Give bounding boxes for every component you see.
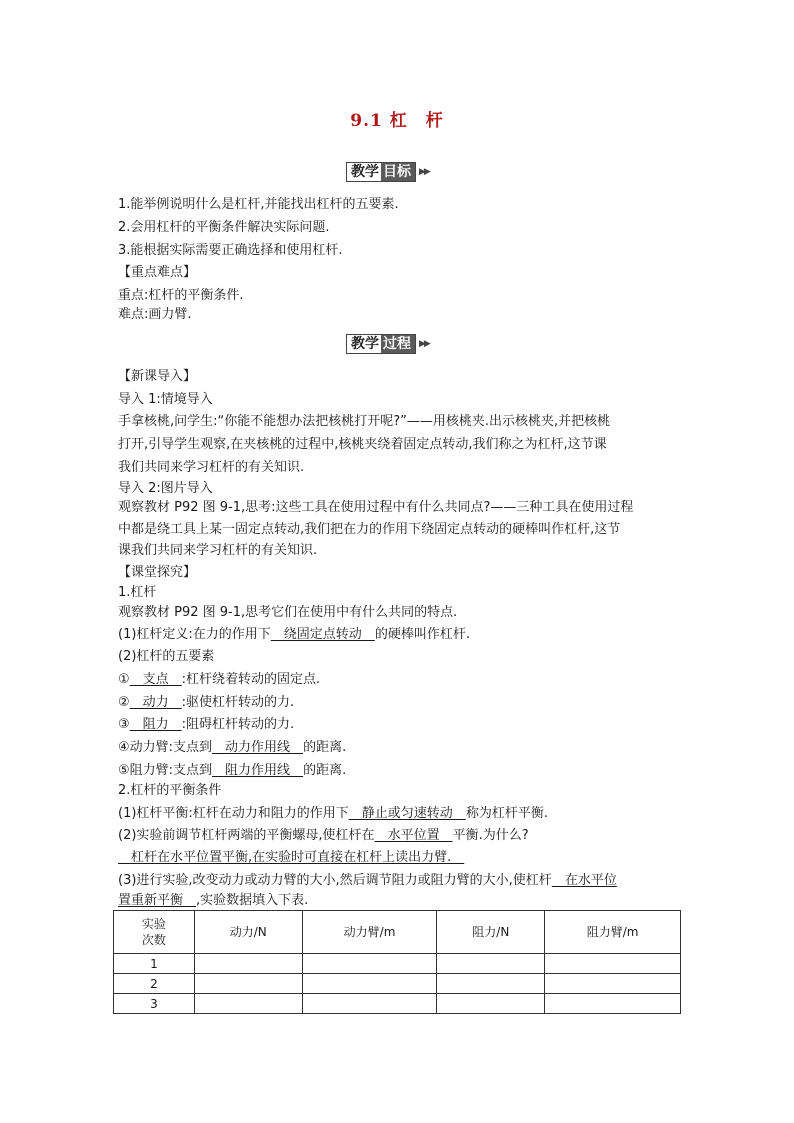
answer-blank: 在水平位: [551, 873, 617, 888]
section-1-title: 1.杠杆: [118, 585, 157, 600]
header-line-1: 实验: [141, 917, 166, 931]
intro2-paragraph-line: 观察教材 P92 图 9-1,思考:这些工具在使用过程中有什么共同点?——三种工具在使用过程: [118, 500, 634, 515]
answer-blank: 动力: [129, 695, 182, 710]
trial-number-cell: 2: [114, 974, 195, 994]
header-resistance: 阻力/N: [437, 911, 545, 954]
section-1-paragraph: 观察教材 P92 图 9-1,思考它们在使用中有什么共同的特点.: [118, 605, 458, 620]
answer-blank: 杠杆在水平位置平衡,在实验时可直接在杠杆上读出力臂.: [118, 850, 465, 865]
answer-blank: 置重新平衡: [118, 893, 197, 908]
balance-adjust-answer: [118, 850, 464, 866]
data-cell[interactable]: [194, 974, 302, 994]
intro1-paragraph-line: 我们共同来学习杠杆的有关知识.: [118, 460, 305, 475]
intro1-paragraph-line: 手拿核桃,问学生:“你能不能想办法把核桃打开呢?”——用核桃夹.出示核桃夹,并把核桃: [118, 414, 611, 429]
balance-definition: [118, 806, 548, 822]
five-elements-title: (2)杠杆的五要素: [118, 649, 215, 664]
data-cell[interactable]: [194, 954, 302, 974]
intro1-paragraph-line: 打开,引导学生观察,在夹核桃的过程中,核桃夹绕着固定点转动,我们称之为杠杆,这节课: [118, 437, 607, 452]
badge-part-b: 目标: [381, 163, 415, 181]
difficulty-point: 难点:画力臂.: [118, 307, 192, 322]
experiment-step-cont: [118, 893, 308, 909]
text: :杠杆绕着转动的固定点.: [181, 672, 321, 687]
badge-part-a: 教学: [347, 163, 381, 181]
table-row: [114, 994, 681, 1014]
answer-blank: 阻力: [129, 717, 182, 732]
data-cell[interactable]: [302, 974, 437, 994]
badge-part-b: 过程: [381, 335, 415, 353]
data-cell[interactable]: [545, 974, 681, 994]
goal-1: 1.能举例说明什么是杠杆,并能找出杠杆的五要素.: [118, 197, 399, 212]
element-resistance: [118, 717, 294, 733]
text: (2)实验前调节杠杆两端的平衡螺母,使杠杆在: [118, 828, 375, 843]
data-cell[interactable]: [437, 954, 545, 974]
table-header-row: [114, 911, 681, 954]
element-resistance-arm: [118, 763, 346, 779]
data-cell[interactable]: [194, 994, 302, 1014]
lever-definition: [118, 627, 470, 643]
intro2-title: 导入 2:图片导入: [118, 481, 213, 496]
trial-number-cell: 3: [114, 994, 195, 1014]
answer-blank: 动力作用线: [212, 740, 304, 755]
explore-heading: 【课堂探究】: [118, 565, 197, 580]
text: 平衡.为什么?: [452, 828, 529, 843]
text: (1)杠杆平衡:杠杆在动力和阻力的作用下: [118, 806, 349, 821]
data-cell[interactable]: [545, 994, 681, 1014]
text: ②: [118, 695, 130, 710]
double-arrow-icon: ▶▶: [419, 339, 429, 349]
text: 称为杠杆平衡.: [465, 806, 548, 821]
badge-box: [346, 162, 416, 182]
text: :阻碍杠杆转动的力.: [181, 717, 295, 732]
intro2-paragraph-line: 课我们共同来学习杠杆的有关知识.: [118, 543, 318, 558]
intro2-paragraph-line: 中都是绕工具上某一固定点转动,我们把在力的作用下绕固定点转动的硬棒叫作杠杆,这节: [118, 522, 621, 537]
data-cell[interactable]: [545, 954, 681, 974]
section-2-title: 2.杠杆的平衡条件: [118, 783, 222, 798]
double-arrow-icon: ▶▶: [419, 167, 429, 177]
key-difficulty-heading: 【重点难点】: [118, 265, 197, 280]
experiment-data-table: [113, 910, 681, 1014]
table-row: [114, 974, 681, 994]
answer-blank: 阻力作用线: [212, 763, 304, 778]
text: 的硬棒叫作杠杆.: [374, 627, 470, 642]
intro1-title: 导入 1:情境导入: [118, 392, 213, 407]
data-cell[interactable]: [302, 994, 437, 1014]
table-row: [114, 954, 681, 974]
intro-heading: 【新课导入】: [118, 369, 197, 384]
data-cell[interactable]: [437, 994, 545, 1014]
data-cell[interactable]: [437, 974, 545, 994]
answer-blank: 支点: [129, 672, 182, 687]
element-fulcrum: [118, 672, 320, 688]
text: ⑤阻力臂:支点到: [118, 763, 213, 778]
answer-blank: 水平位置: [374, 828, 453, 843]
data-cell[interactable]: [302, 954, 437, 974]
section-badge-process: [346, 334, 429, 354]
badge-box: [346, 334, 416, 354]
element-effort-arm: [118, 740, 346, 756]
answer-blank: 绕固定点转动: [270, 627, 375, 642]
text: 的距离.: [303, 763, 347, 778]
header-resistance-arm: 阻力臂/m: [545, 911, 681, 954]
section-badge-goal: [346, 162, 429, 182]
goal-2: 2.会用杠杆的平衡条件解决实际问题.: [118, 220, 330, 235]
text: 的距离.: [303, 740, 347, 755]
page-title: 9.1 杠 杆: [350, 111, 444, 131]
goal-3: 3.能根据实际需要正确选择和使用杠杆.: [118, 243, 343, 258]
text: (3)进行实验,改变动力或动力臂的大小,然后调节阻力或阻力臂的大小,使杠杆: [118, 873, 552, 888]
text: (1)杠杆定义:在力的作用下: [118, 627, 271, 642]
experiment-step: [118, 873, 617, 889]
text: ①: [118, 672, 130, 687]
text: ④动力臂:支点到: [118, 740, 213, 755]
header-trial-number: [114, 911, 195, 954]
element-effort: [118, 695, 294, 711]
header-line-2: 次数: [141, 933, 166, 947]
trial-number-cell: 1: [114, 954, 195, 974]
text: :驱使杠杆转动的力.: [181, 695, 295, 710]
header-effort: 动力/N: [194, 911, 302, 954]
answer-blank: 静止或匀速转动: [348, 806, 466, 821]
text: ③: [118, 717, 130, 732]
header-effort-arm: 动力臂/m: [302, 911, 437, 954]
key-point: 重点:杠杆的平衡条件.: [118, 288, 244, 303]
badge-part-a: 教学: [347, 335, 381, 353]
balance-adjust: [118, 828, 529, 844]
text: ,实验数据填入下表.: [196, 893, 309, 908]
